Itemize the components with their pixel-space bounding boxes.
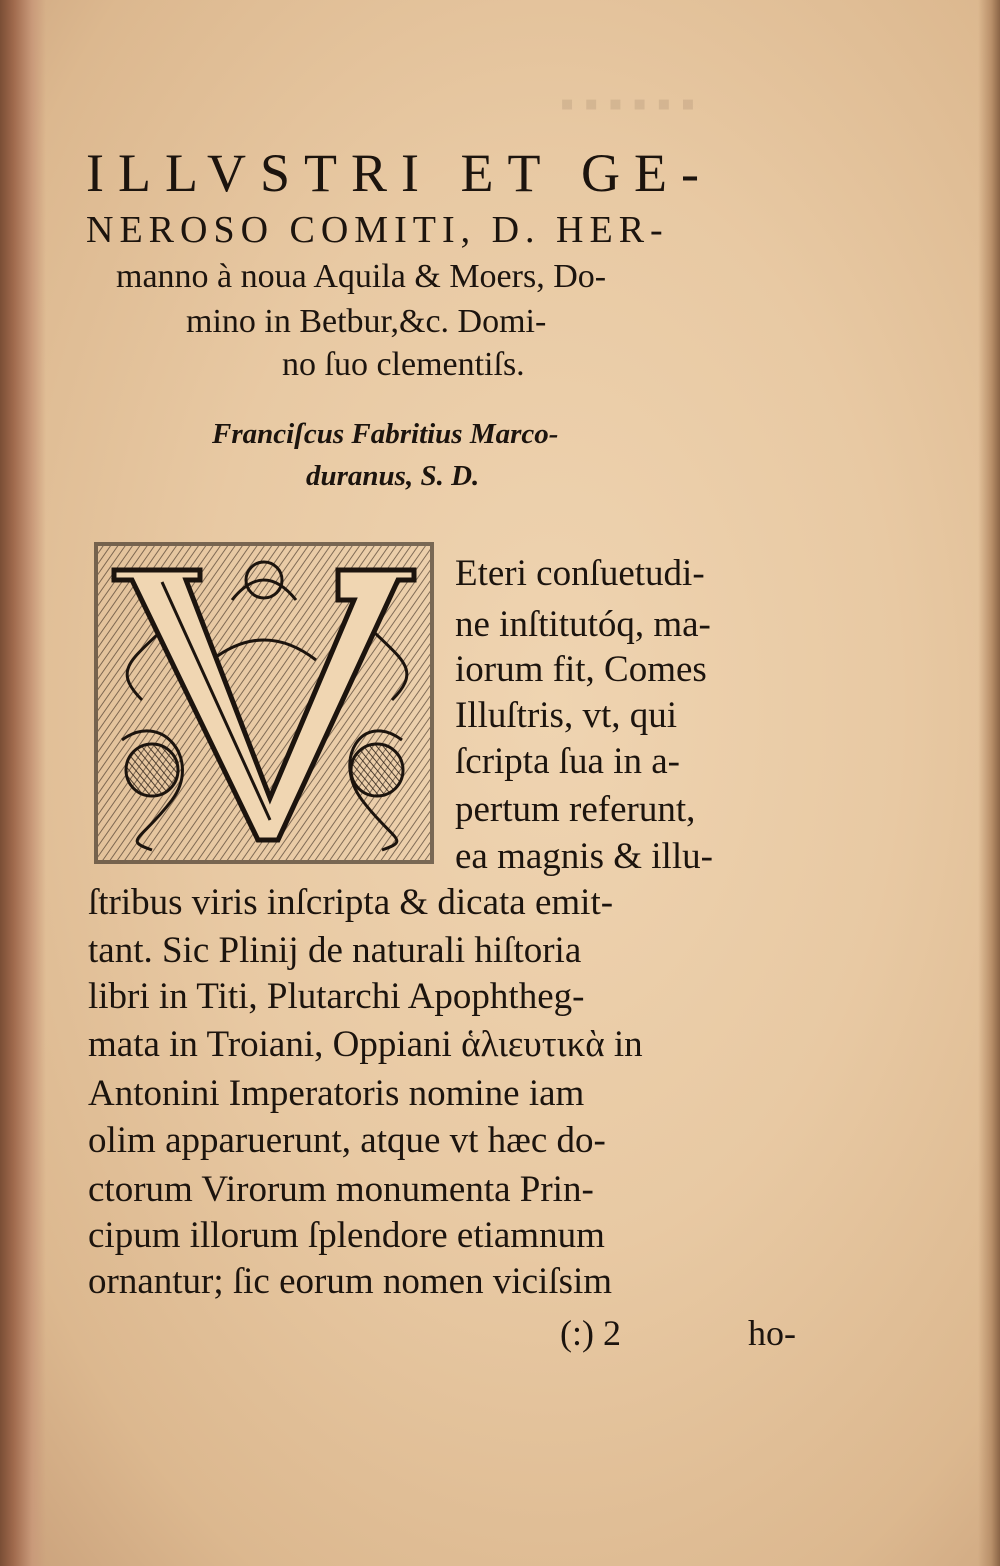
body-line: libri in Titi, Plutarchi Apophtheg- xyxy=(88,976,585,1017)
body-line: mata in Troiani, Oppiani ἁλιευτικὰ in xyxy=(88,1024,643,1065)
bleed-through-decoration: ▪▪▪▪▪▪ xyxy=(560,81,706,126)
title-line-5: no ſuo clementiſs. xyxy=(282,346,525,383)
title-line-2: NEROSO COMITI, D. HER- xyxy=(86,209,669,251)
body-line: Illuſtris, vt, qui xyxy=(455,695,677,736)
body-line: Antonini Imperatoris nomine iam xyxy=(88,1073,585,1114)
title-line-4: mino in Betbur,&c. Domi- xyxy=(186,303,547,340)
title-line-3: manno à noua Aquila & Moers, Do- xyxy=(116,258,607,295)
body-line: olim apparuerunt, atque vt hæc do- xyxy=(88,1120,606,1161)
body-line: ornantur; ſic eorum nomen viciſsim xyxy=(88,1261,613,1302)
body-line: iorum fit, Comes xyxy=(455,649,707,690)
salutation-line-2: duranus, S. D. xyxy=(306,460,480,492)
page-gutter xyxy=(0,0,46,1566)
body-line: pertum referunt, xyxy=(455,789,696,830)
body-line: ea magnis & illu- xyxy=(455,836,713,877)
title-line-1: ILLVSTRI ET GE- xyxy=(86,143,713,203)
body-line: cipum illorum ſplendore etiamnum xyxy=(88,1215,605,1256)
body-line: ſcripta ſua in a- xyxy=(455,741,680,782)
body-line: ctorum Virorum monumenta Prin- xyxy=(88,1169,594,1210)
body-line: tant. Sic Plinij de naturali hiſtoria xyxy=(88,930,582,971)
decorated-initial-v xyxy=(92,540,436,866)
signature-mark: (:) 2 xyxy=(560,1313,621,1353)
body-line: ſtribus viris inſcripta & dicata emit- xyxy=(88,882,614,923)
body-line: Eteri conſuetudi- xyxy=(455,553,705,594)
salutation-line-1: Franciſcus Fabritius Marco- xyxy=(212,418,559,450)
body-line: ne inſtitutóq, ma- xyxy=(455,604,711,645)
page-edge xyxy=(978,0,1000,1566)
catchword: ho- xyxy=(748,1313,796,1353)
